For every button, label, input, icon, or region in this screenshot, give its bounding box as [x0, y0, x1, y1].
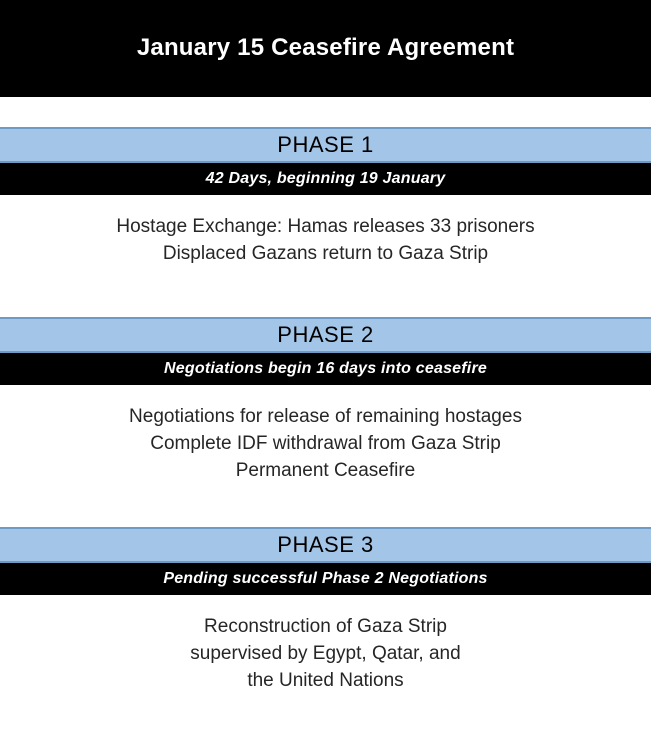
- phase-2-body-line: Complete IDF withdrawal from Gaza Strip: [150, 433, 501, 454]
- phase-3-body: [0, 595, 651, 694]
- phase-1-subheader-label: 42 Days, beginning 19 January: [205, 170, 446, 187]
- phase-1-body-line: Hostage Exchange: Hamas releases 33 prisoners: [116, 216, 535, 237]
- phase-1-subheader: [0, 163, 651, 195]
- phase-3-subheader: [0, 563, 651, 595]
- phase-1-body: [0, 195, 651, 267]
- phase-3-header-label: PHASE 3: [277, 532, 374, 557]
- spacer-after-phase-2: [0, 484, 651, 527]
- spacer-after-title: [0, 97, 651, 127]
- phase-2-body-line: Negotiations for release of remaining hostages: [129, 406, 522, 427]
- page-title: January 15 Ceasefire Agreement: [136, 34, 515, 62]
- phase-2-body: [0, 385, 651, 484]
- phase-block-1: [0, 127, 651, 267]
- phase-1-body-line: Displaced Gazans return to Gaza Strip: [162, 243, 489, 264]
- phase-2-header-label: PHASE 2: [277, 322, 374, 347]
- phase-3-body-line: supervised by Egypt, Qatar, and: [190, 643, 461, 664]
- phase-2-subheader: [0, 353, 651, 385]
- phase-1-header: [0, 127, 651, 163]
- phase-2-subheader-label: Negotiations begin 16 days into ceasefire: [164, 360, 487, 377]
- phase-3-body-line: the United Nations: [247, 670, 404, 691]
- phase-3-header: [0, 527, 651, 563]
- title-bar: [0, 0, 651, 97]
- phase-2-body-line: Permanent Ceasefire: [235, 460, 416, 481]
- phase-1-header-label: PHASE 1: [277, 132, 374, 157]
- spacer-after-phase-1: [0, 267, 651, 317]
- phase-3-body-line: Reconstruction of Gaza Strip: [204, 616, 447, 637]
- phase-block-3: [0, 527, 651, 694]
- phase-3-subheader-label: Pending successful Phase 2 Negotiations: [163, 570, 488, 587]
- phase-block-2: [0, 317, 651, 484]
- phase-2-header: [0, 317, 651, 353]
